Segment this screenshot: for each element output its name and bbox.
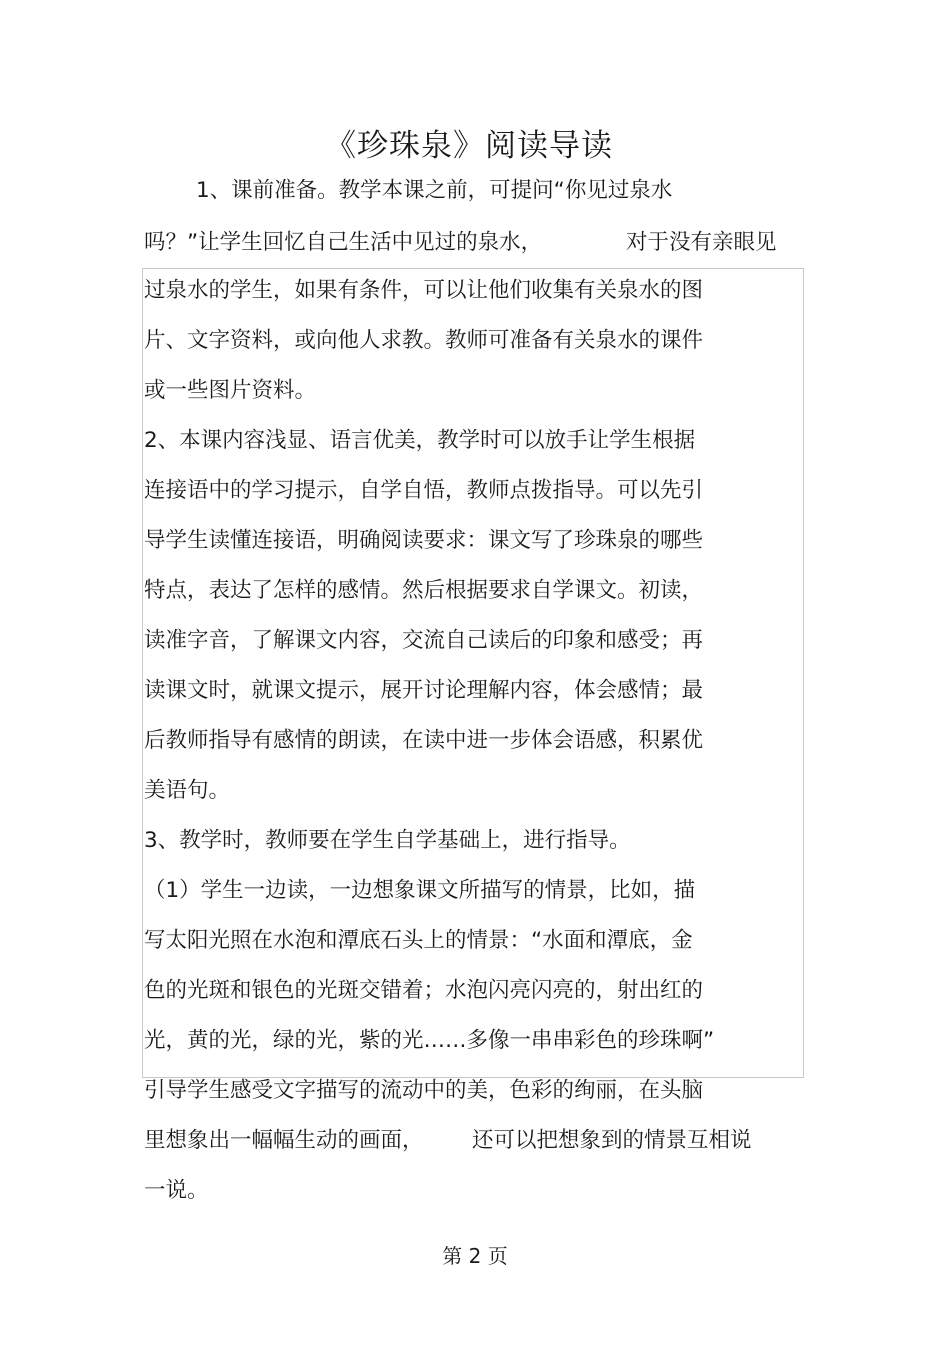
text-line: 读准字音，了解课文内容，交流自己读后的印象和感受；再 [144,628,704,653]
text-line: 里想象出一幅幅生动的画面， [144,1128,424,1153]
text-line: （1）学生一边读，一边想象课文所描写的情景，比如，描 [144,878,696,903]
text-line: 对于没有亲眼见 [626,230,777,255]
text-line: 2、本课内容浅显、语言优美，教学时可以放手让学生根据 [144,428,696,453]
text-line: 美语句。 [144,778,231,803]
text-line: 色的光斑和银色的光斑交错着；水泡闪亮闪亮的，射出红的 [144,978,704,1003]
text-line: 引导学生感受文字描写的流动中的美，色彩的绚丽，在头脑 [144,1078,704,1103]
text-line: 导学生读懂连接语，明确阅读要求：课文写了珍珠泉的哪些 [144,528,704,553]
text-line: 片、文字资料，或向他人求教。教师可准备有关泉水的课件 [144,328,704,353]
text-line: 吗？”让学生回忆自己生活中见过的泉水， [144,230,543,255]
text-line: 还可以把想象到的情景互相说 [472,1128,752,1153]
text-line: 后教师指导有感情的朗读，在读中进一步体会语感，积累优 [144,728,704,753]
text-line: 写太阳光照在水泡和潭底石头上的情景：“水面和潭底，金 [144,928,693,953]
text-line: 特点，表达了怎样的感情。然后根据要求自学课文。初读， [144,578,704,603]
text-line: 连接语中的学习提示，自学自悟，教师点拨指导。可以先引 [144,478,704,503]
text-line: 读课文时，就课文提示，展开讨论理解内容，体会感情；最 [144,678,704,703]
page-number: 第 2 页 [442,1244,508,1268]
text-line: 1、课前准备。教学本课之前，可提问“你见过泉水 [196,178,673,203]
document-title: 《珍珠泉》阅读导读 [325,128,613,164]
text-line: 或一些图片资料。 [144,378,317,403]
text-line: 3、教学时，教师要在学生自学基础上，进行指导。 [144,828,631,853]
text-line: 光，黄的光，绿的光，紫的光……多像一串串彩色的珍珠啊” [144,1028,715,1053]
text-line: 过泉水的学生，如果有条件，可以让他们收集有关泉水的图 [144,278,704,303]
text-line: 一说。 [144,1178,209,1203]
